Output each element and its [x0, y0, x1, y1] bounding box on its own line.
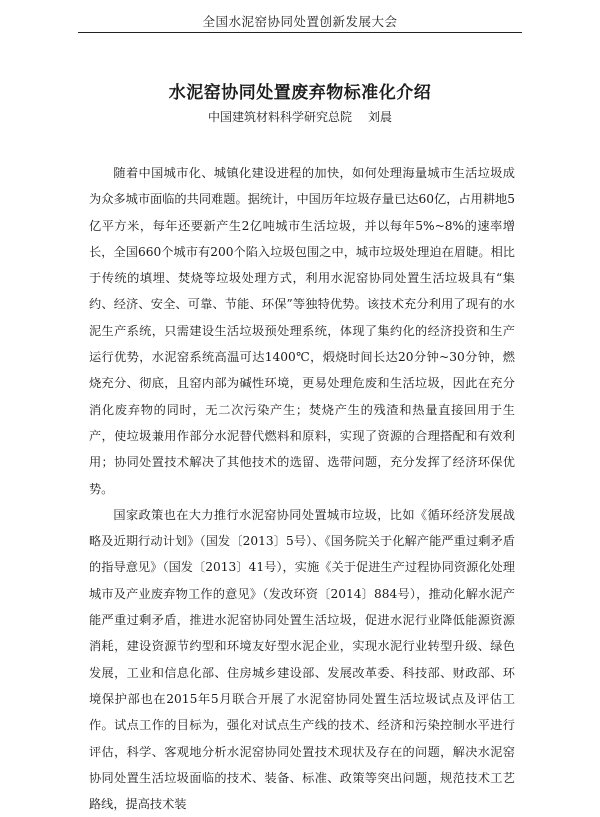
body-paragraph-2: 国家政策也在大力推行水泥窑协同处置城市垃圾，比如《循环经济发展战略及近期行动计划》（国发〔2013〕5号）、《国务院关于化解产能严重过剩矛盾的指导意见》（国发〔2013〕41号），实施《关于促进生产过程协同资源化处理城市及产业废弃物工作的意见》（发改环资〔2014〕884号），推动化解水泥产能严重过剩矛盾，推进水泥窑协同处置生活垃圾，促进水泥行业降低能源资源消耗，建设资源节约型和环境友好型水泥企业，实现水泥行业转型升级、绿色发展，工业和信息化部、住房城乡建设部、发展改革委、科技部、财政部、环境保护部也在2015年5月联合开展了水泥窑协同处置生活垃圾试点及评估工作。试点工作的目标为，强化对试点生产线的技术、经济和污染控制水平进行评估，科学、客观地分析水泥窑协同处置技术现状及存在的问题，解决水泥窑协同处置生活垃圾面临的技术、装备、标准、政策等突出问题，规范技术工艺路线，提高技术装: [89, 507, 515, 812]
byline: [0, 108, 600, 125]
author-institution: 中国建筑材料科学研究总院: [207, 110, 352, 124]
article-title: 水泥窑协同处置废弃物标准化介绍: [168, 83, 432, 103]
header-divider: [78, 32, 522, 33]
author-name: 刘晨: [368, 110, 393, 124]
body-paragraph-1: 随着中国城市化、城镇化建设进程的加快，如何处理海量城市生活垃圾成为众多城市面临的共同难题。据统计，中国历年垃圾存量已达60亿，占用耕地5亿平方米，每年还要新产生2亿吨城市生活垃圾，并以每年5%~8%的速率增长，全国660个城市有200个陷入垃圾包围之中，城市垃圾处理迫在眉睫。相比于传统的填埋、焚烧等垃圾处理方式，利用水泥窑协同处置生活垃圾具有“集约、经济、安全、可靠、节能、环保”等独特优势。该技术充分利用了现有的水泥生产系统，只需建设生活垃圾预处理系统，体现了集约化的经济投资和生产运行优势，水泥窑系统高温可达1400℃，煅烧时间长达20分钟~30分钟，燃烧充分、彻底，且窑内部为碱性环境，更易处理危废和生活垃圾，因此在充分消化废弃物的同时，无二次污染产生；焚烧产生的残渣和热量直接回用于生产，使垃圾兼用作部分水泥替代燃料和原料，实现了资源的合理搭配和有效利用；协同处置技术解决了其他技术的选留、选带问题，充分发挥了经济环保优势。: [89, 166, 515, 496]
article-body: [89, 160, 515, 817]
running-header: 全国水泥窑协同处置创新发展大会: [202, 14, 398, 29]
